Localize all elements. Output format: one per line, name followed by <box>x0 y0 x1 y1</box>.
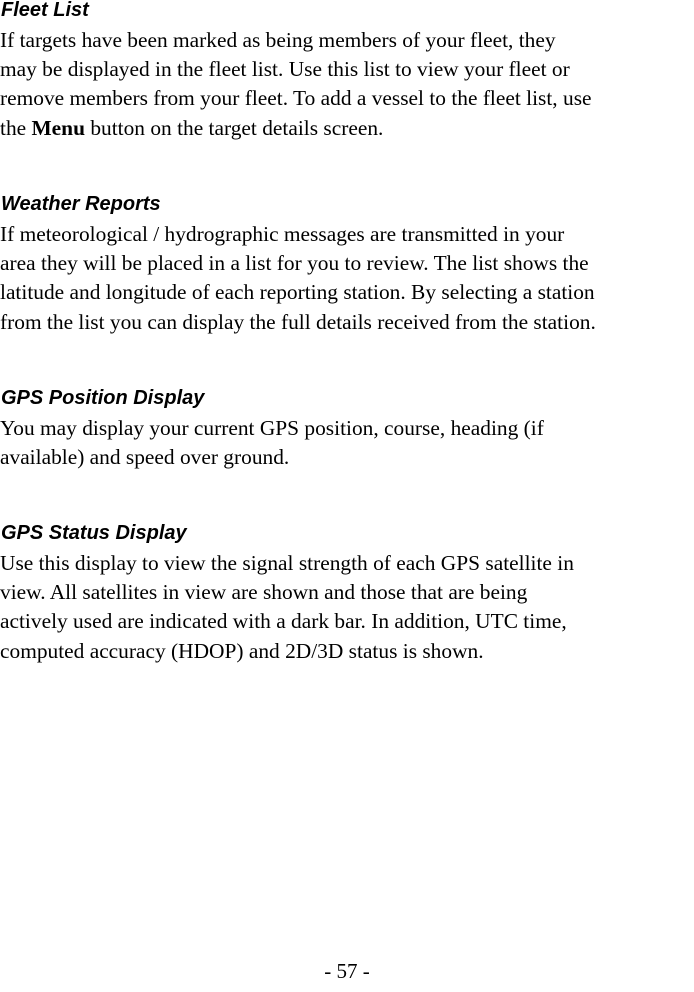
section-weather-reports <box>0 192 694 337</box>
body-line: actively used are indicated with a dark bar. In addition, UTC time, <box>0 609 567 634</box>
body-line: You may display your current GPS position, course, heading (if <box>0 416 544 440</box>
body-line: may be displayed in the fleet list. Use this list to view your fleet or <box>0 57 570 82</box>
body-line: If meteorological / hydrographic messages are transmitted in your <box>0 222 565 246</box>
section-heading: GPS Position Display <box>1 387 205 409</box>
section-body <box>0 26 694 143</box>
body-line: If targets have been marked as being members of your fleet, they <box>0 28 556 52</box>
body-line: computed accuracy (HDOP) and 2D/3D status is shown. <box>0 638 484 663</box>
page-number: - 57 - <box>324 959 370 983</box>
body-line <box>0 114 694 143</box>
section-body <box>0 220 694 337</box>
body-line-text: button on the target details screen. <box>84 115 384 140</box>
section-heading: Fleet List <box>1 0 89 21</box>
section-gps-status-display <box>0 521 694 666</box>
section-body <box>0 549 694 666</box>
section-heading: Weather Reports <box>1 193 161 215</box>
section-heading: GPS Status Display <box>1 522 187 544</box>
body-line: from the list you can display the full details received from the station. <box>0 309 596 334</box>
menu-button-term: Menu <box>31 115 85 140</box>
body-line: available) and speed over ground. <box>0 445 290 470</box>
body-line: remove members from your fleet. To add a vessel to the fleet list, use <box>0 86 592 111</box>
body-line: view. All satellites in view are shown and those that are being <box>0 580 528 605</box>
body-line-text: the <box>0 115 32 140</box>
section-body <box>0 414 694 472</box>
body-line: Use this display to view the signal strength of each GPS satellite in <box>0 551 574 575</box>
body-line: latitude and longitude of each reporting station. By selecting a station <box>0 280 595 305</box>
section-gps-position-display <box>0 386 694 472</box>
body-line: area they will be placed in a list for you to review. The list shows the <box>0 251 589 276</box>
section-fleet-list <box>0 0 694 143</box>
